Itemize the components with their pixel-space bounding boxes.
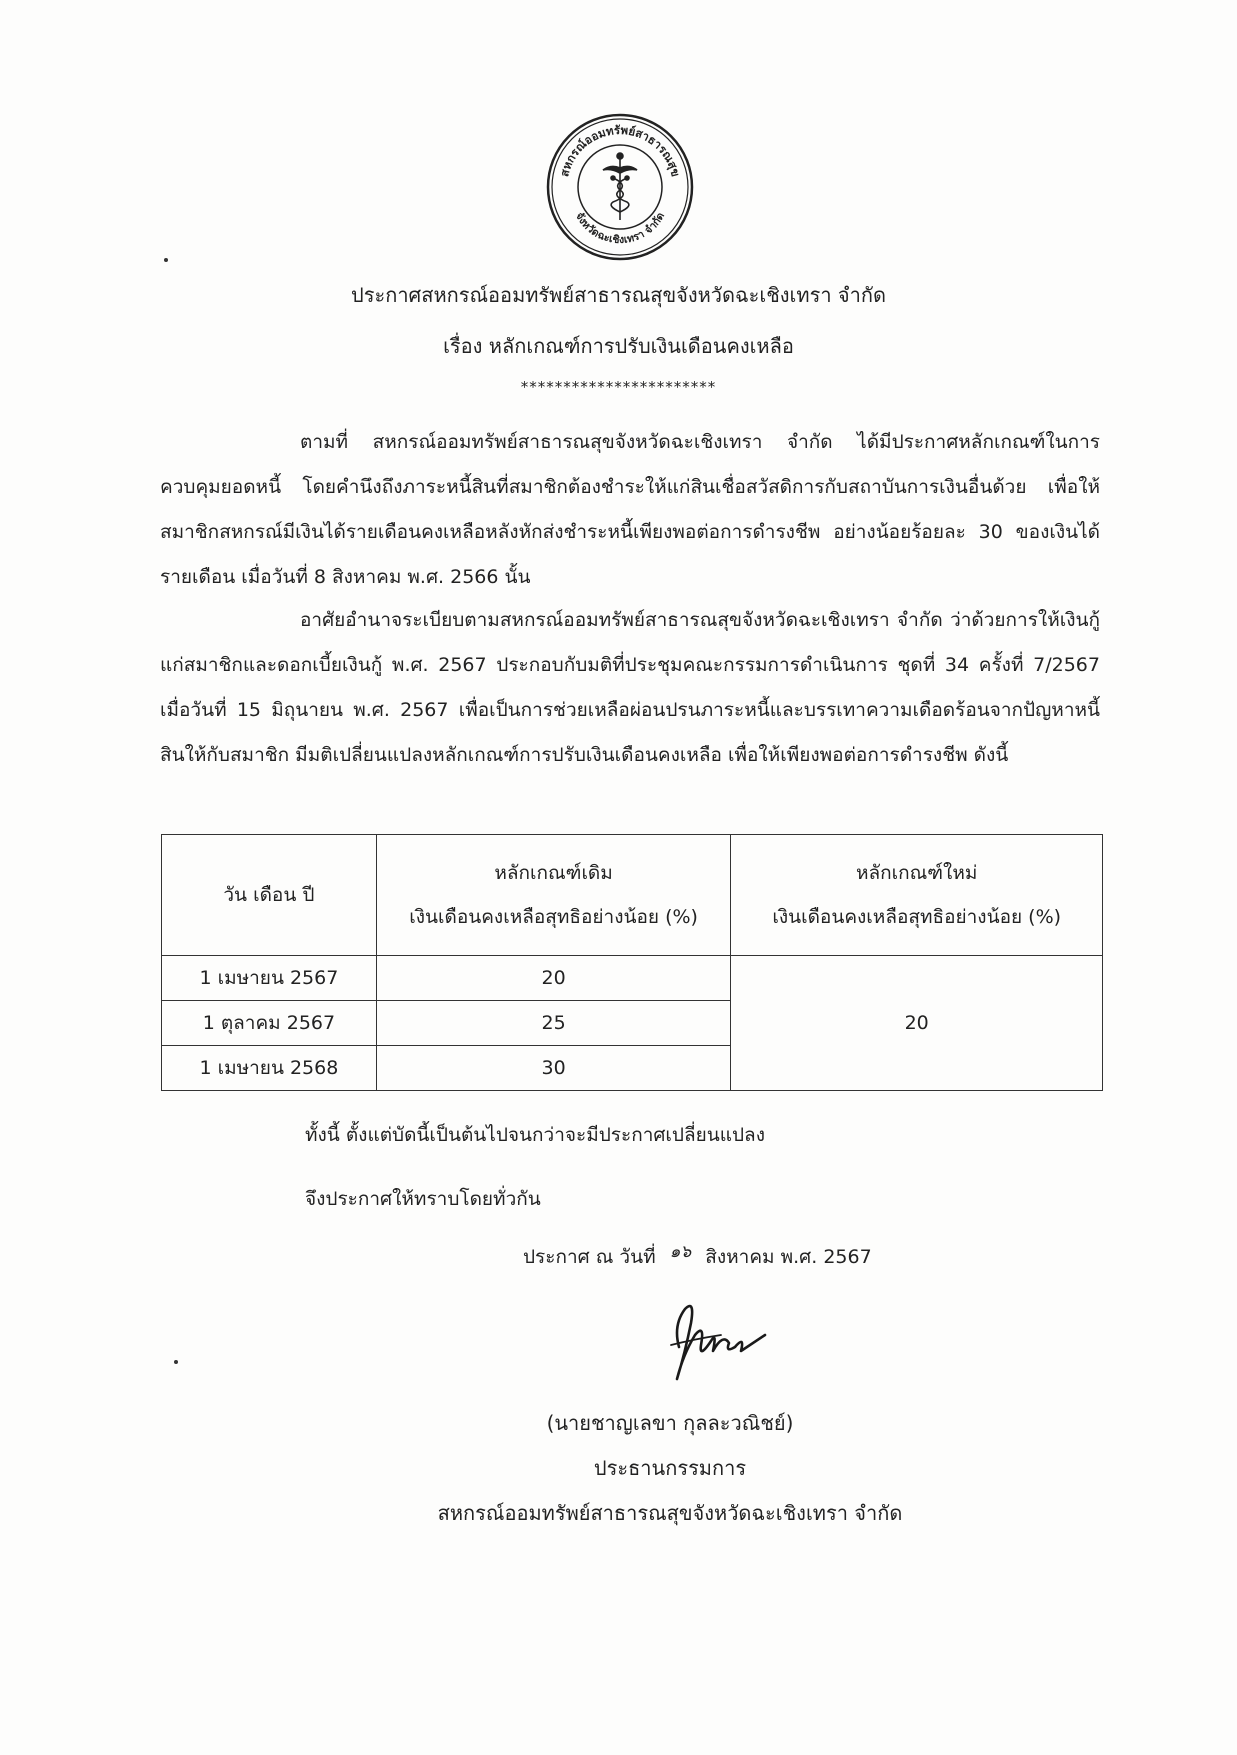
header-old-title: หลักเกณฑ์เดิม [494,862,613,884]
scan-speck [174,1360,178,1364]
signatory-organization: สหกรณ์ออมทรัพย์สาธารณสุขจังหวัดฉะเชิงเทรา จำกัด [437,1501,903,1525]
signatory-name: (นายชาญเลขา กุลละวณิชย์) [546,1411,794,1435]
title-separator: *********************** [520,378,717,396]
date-day-handwritten: ๑๖ [669,1242,692,1262]
signatory-position: ประธานกรรมการ [593,1456,747,1480]
caduceus-icon [603,153,637,220]
handwritten-signature [665,1295,770,1385]
table-row [162,956,1103,1001]
salary-criteria-table [161,834,1103,1091]
header-new-title: หลักเกณฑ์ใหม่ [855,862,978,884]
body-paragraph-1: ตามที่ สหกรณ์ออมทรัพย์สาธารณสุขจังหวัดฉะเชิงเทรา จำกัด ได้มีประกาศหลักเกณฑ์ในการควบคุมยอดหนี้ โดยคำนึงถึงภาระหนี้สินที่สมาชิกต้องชำระให้แก่สินเชื่อสวัสดิการกับสถาบันการเงินอื่นด้วย เพื่อให้สมาชิกสหกรณ์มีเงินได้รายเดือนคงเหลือหลังหักส่งชำระหนี้เพียงพอต่อการดำรงชีพ อย่างน้อยร้อยละ 30 ของเงินได้รายเดือน เมื่อวันที่ 8 สิงหาคม พ.ศ. 2566 นั้น [160,431,1100,588]
row-old-value: 25 [376,1001,731,1046]
announcement-title: ประกาศสหกรณ์ออมทรัพย์สาธารณสุขจังหวัดฉะเชิงเทรา จำกัด [351,283,886,307]
svg-text:จังหวัดฉะเชิงเทรา จำกัด: จังหวัดฉะเชิงเทรา จำกัด [572,210,668,247]
date-suffix: สิงหาคม พ.ศ. 2567 [705,1246,872,1268]
announcement-date [523,1242,872,1272]
row-date: 1 ตุลาคม 2567 [162,1001,377,1046]
body-paragraph-2: อาศัยอำนาจระเบียบตามสหกรณ์ออมทรัพย์สาธารณสุขจังหวัดฉะเชิงเทรา จำกัด ว่าด้วยการให้เงินกู้แก่สมาชิกและดอกเบี้ยเงินกู้ พ.ศ. 2567 ประกอบกับมติที่ประชุมคณะกรรมการดำเนินการ ชุดที่ 34 ครั้งที่ 7/2567 เมื่อวันที่ 15 มิถุนายน พ.ศ. 2567 เพื่อเป็นการช่วยเหลือผ่อนปรนภาระหนี้และบรรเทาความเดือดร้อนจากปัญหาหนี้สินให้กับสมาชิก มีมติเปลี่ยนแปลงหลักเกณฑ์การปรับเงินเดือนคงเหลือ เพื่อให้เพียงพอต่อการดำรงชีพ ดังนี้ [160,609,1100,766]
header-old-subtitle: เงินเดือนคงเหลือสุทธิอย่างน้อย (%) [409,906,698,928]
header-date: วัน เดือน ปี [162,835,377,956]
closing-line-announce: จึงประกาศให้ทราบโดยทั่วกัน [305,1188,541,1210]
announcement-subject: เรื่อง หลักเกณฑ์การปรับเงินเดือนคงเหลือ [443,334,794,358]
row-date: 1 เมษายน 2567 [162,956,377,1001]
row-old-value: 30 [376,1046,731,1091]
header-new-subtitle: เงินเดือนคงเหลือสุทธิอย่างน้อย (%) [772,906,1062,928]
cooperative-seal-logo [545,112,695,262]
date-prefix: ประกาศ ณ วันที่ [523,1246,656,1268]
table-header-row [162,835,1103,956]
svg-text:สหกรณ์ออมทรัพย์สาธารณสุข: สหกรณ์ออมทรัพย์สาธารณสุข [557,122,683,179]
scan-speck [164,258,168,262]
new-criteria-value: 20 [731,956,1103,1091]
header-new-criteria [731,835,1103,956]
closing-line-effective: ทั้งนี้ ตั้งแต่บัดนี้เป็นต้นไปจนกว่าจะมีประกาศเปลี่ยนแปลง [305,1124,765,1146]
row-old-value: 20 [376,956,731,1001]
row-date: 1 เมษายน 2568 [162,1046,377,1091]
header-old-criteria [376,835,731,956]
